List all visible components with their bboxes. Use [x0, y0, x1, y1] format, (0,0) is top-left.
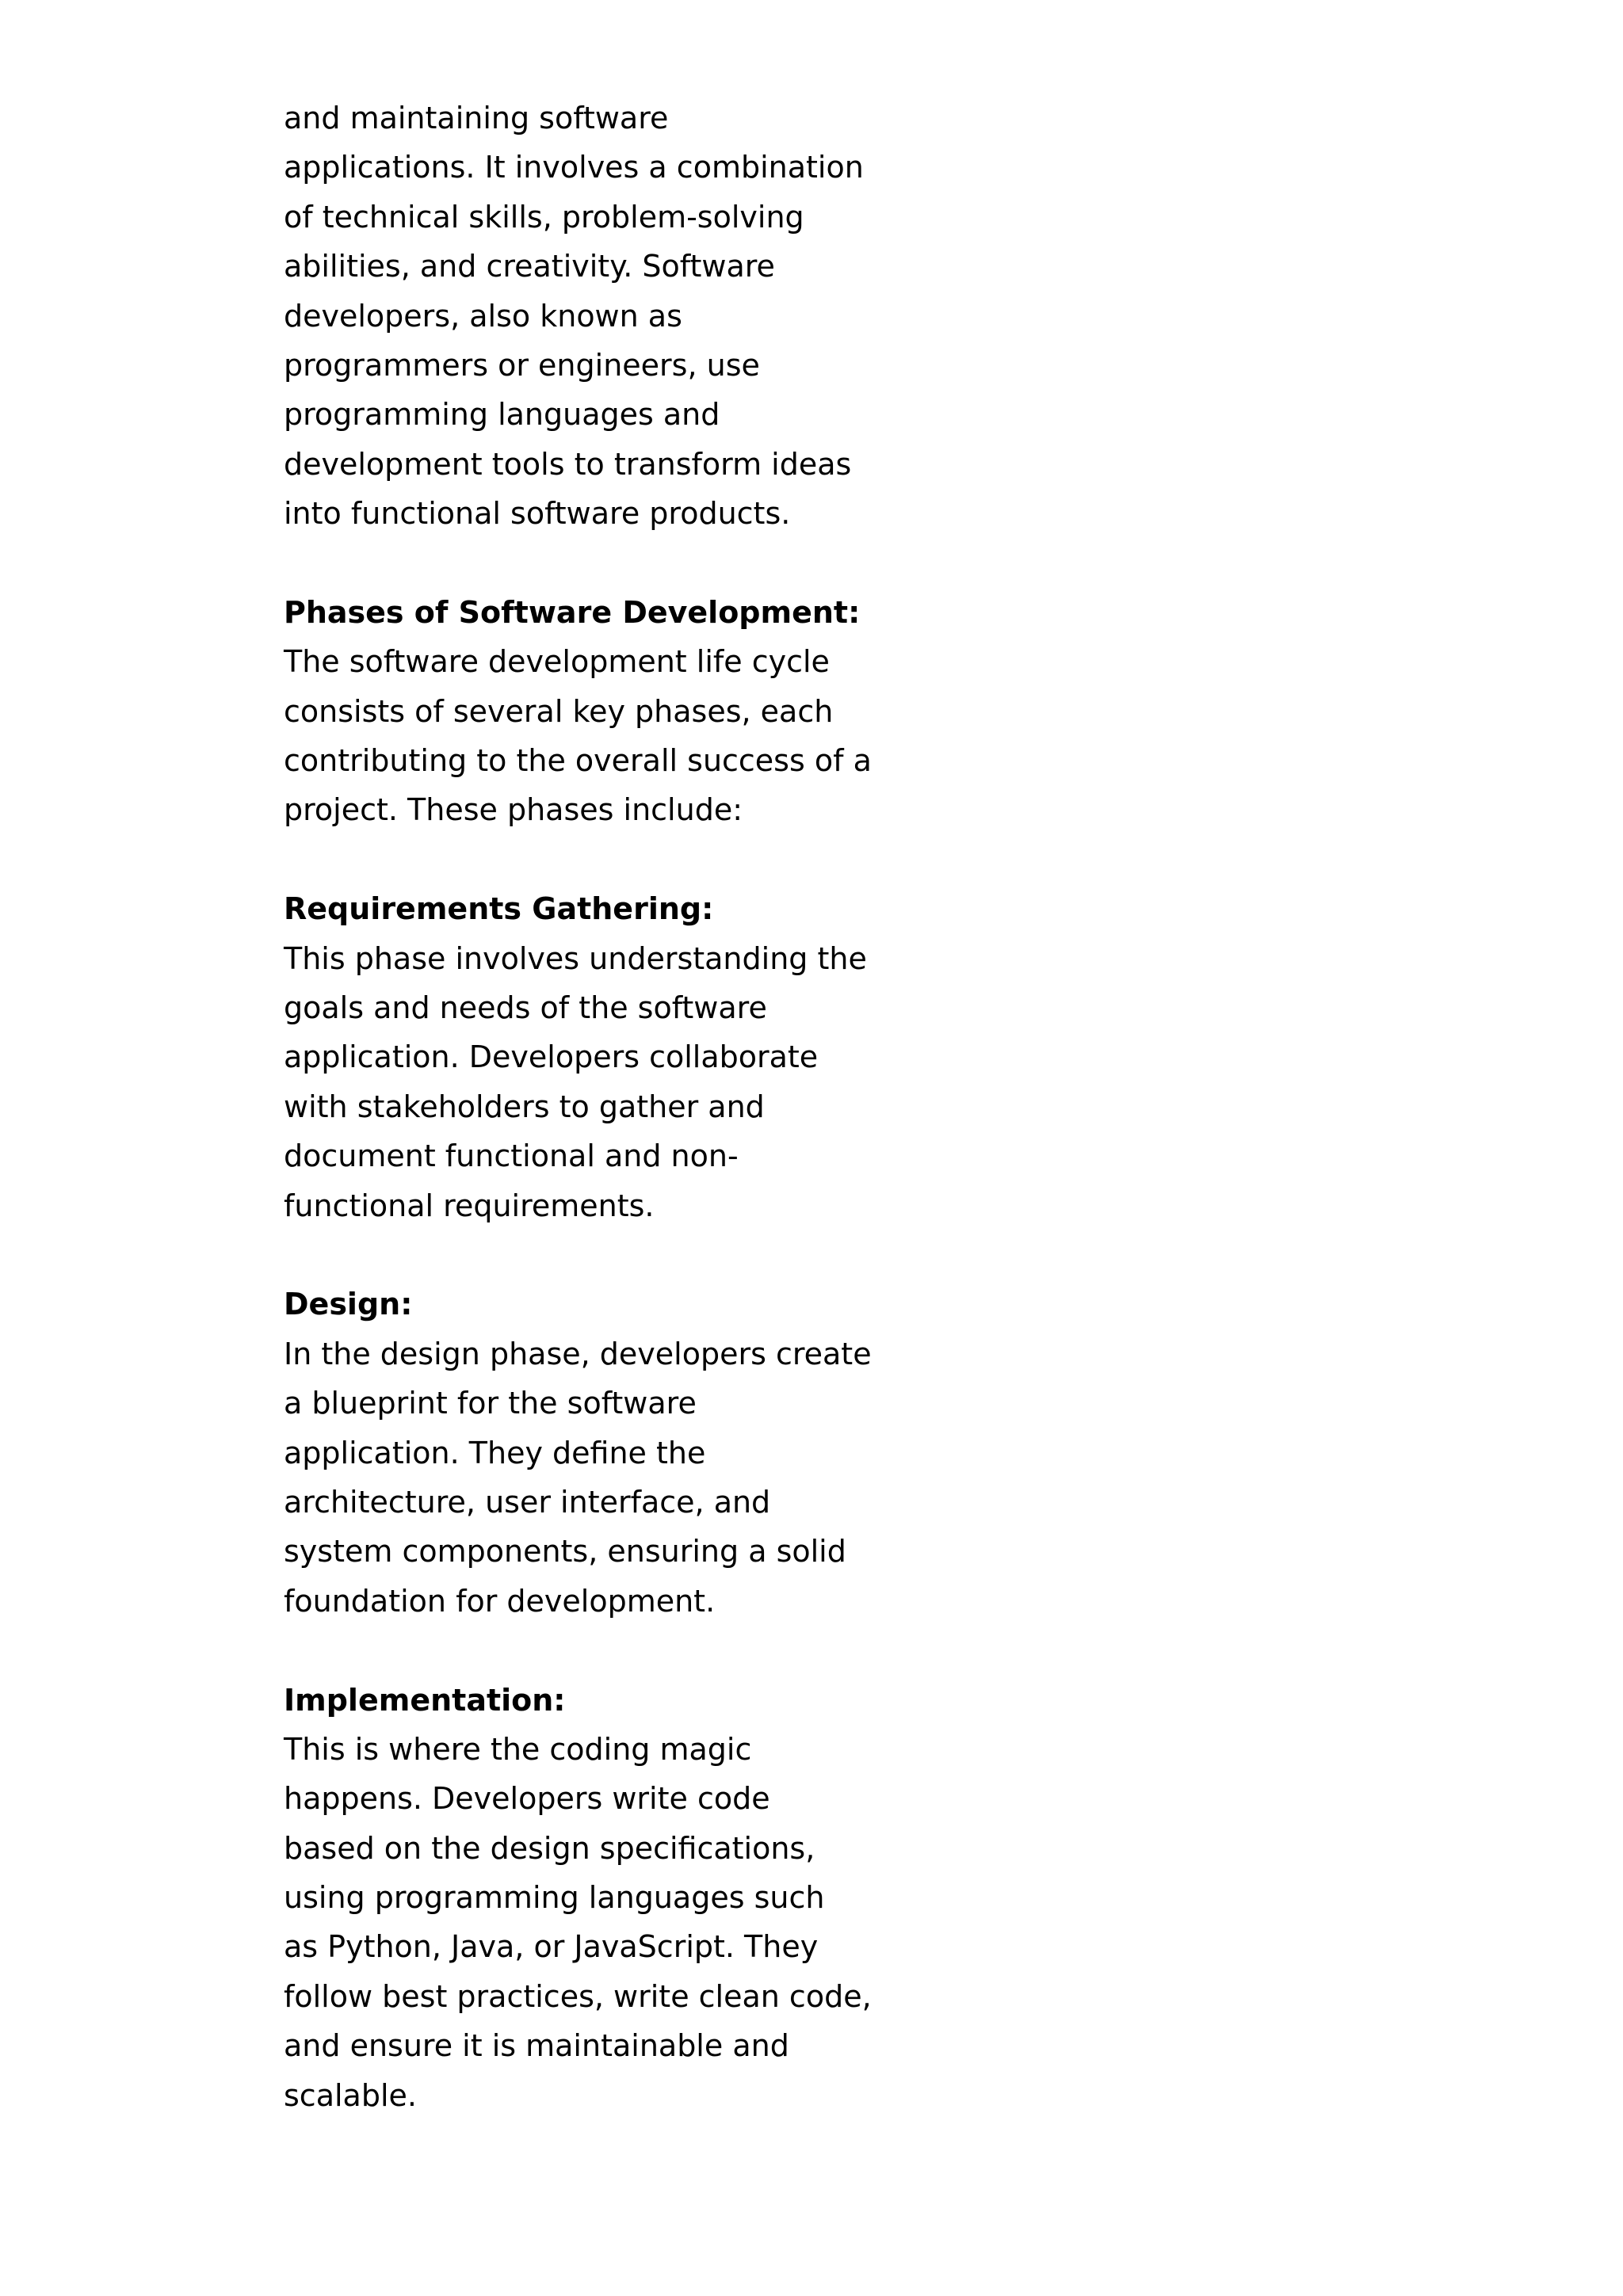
- text-line: application. They define the: [284, 1435, 706, 1470]
- section-design: [284, 1280, 886, 1626]
- text-line: into functional software products.: [284, 496, 791, 532]
- text-line: foundation for development.: [284, 1583, 716, 1619]
- text-line: This phase involves understanding the: [284, 940, 867, 976]
- text-line: with stakeholders to gather and: [284, 1089, 765, 1124]
- paragraph-spacer: [284, 835, 886, 884]
- text-line: architecture, user interface, and: [284, 1484, 771, 1520]
- text-line: of technical skills, problem-solving: [284, 199, 804, 235]
- document-page: [284, 93, 886, 2120]
- section-heading: Implementation:: [284, 1682, 566, 1718]
- text-line: applications. It involves a combination: [284, 150, 864, 185]
- text-line: This is where the coding magic: [284, 1731, 752, 1767]
- text-line: and maintaining software: [284, 101, 669, 135]
- text-line: happens. Developers write code: [284, 1781, 770, 1817]
- section-heading: Requirements Gathering:: [284, 891, 714, 927]
- text-line: as Python, Java, or JavaScript. They: [284, 1929, 819, 1965]
- text-line: and ensure it is maintainable and: [284, 2028, 789, 2064]
- paragraph-spacer: [284, 539, 886, 588]
- text-line: application. Developers collaborate: [284, 1039, 819, 1075]
- paragraph-spacer: [284, 1626, 886, 1675]
- text-line: The software development life cycle: [284, 644, 830, 680]
- text-line: programmers or engineers, use: [284, 347, 760, 383]
- text-line: based on the design specifications,: [284, 1830, 815, 1866]
- text-line: scalable.: [284, 2077, 417, 2113]
- text-line: abilities, and creativity. Software: [284, 249, 775, 284]
- text-line: a blueprint for the software: [284, 1386, 697, 1421]
- intro-paragraph: [284, 93, 886, 539]
- section-requirements: [284, 884, 886, 1230]
- text-line: developers, also known as: [284, 298, 682, 334]
- text-line: system components, ensuring a solid: [284, 1534, 846, 1569]
- section-implementation: [284, 1676, 886, 2121]
- text-line: document functional and non-: [284, 1138, 739, 1174]
- text-line: programming languages and: [284, 397, 720, 433]
- text-line: project. These phases include:: [284, 792, 743, 828]
- text-line: follow best practices, write clean code,: [284, 1978, 872, 2014]
- section-phases: [284, 588, 886, 835]
- paragraph-spacer: [284, 1230, 886, 1280]
- text-line: consists of several key phases, each: [284, 693, 834, 729]
- text-line: In the design phase, developers create: [284, 1336, 872, 1371]
- section-heading: Phases of Software Development:: [284, 594, 861, 630]
- text-line: functional requirements.: [284, 1188, 655, 1223]
- section-heading: Design:: [284, 1287, 413, 1322]
- text-line: using programming languages such: [284, 1880, 825, 1916]
- text-line: contributing to the overall success of a: [284, 743, 872, 779]
- text-line: development tools to transform ideas: [284, 446, 852, 482]
- text-line: goals and needs of the software: [284, 990, 767, 1026]
